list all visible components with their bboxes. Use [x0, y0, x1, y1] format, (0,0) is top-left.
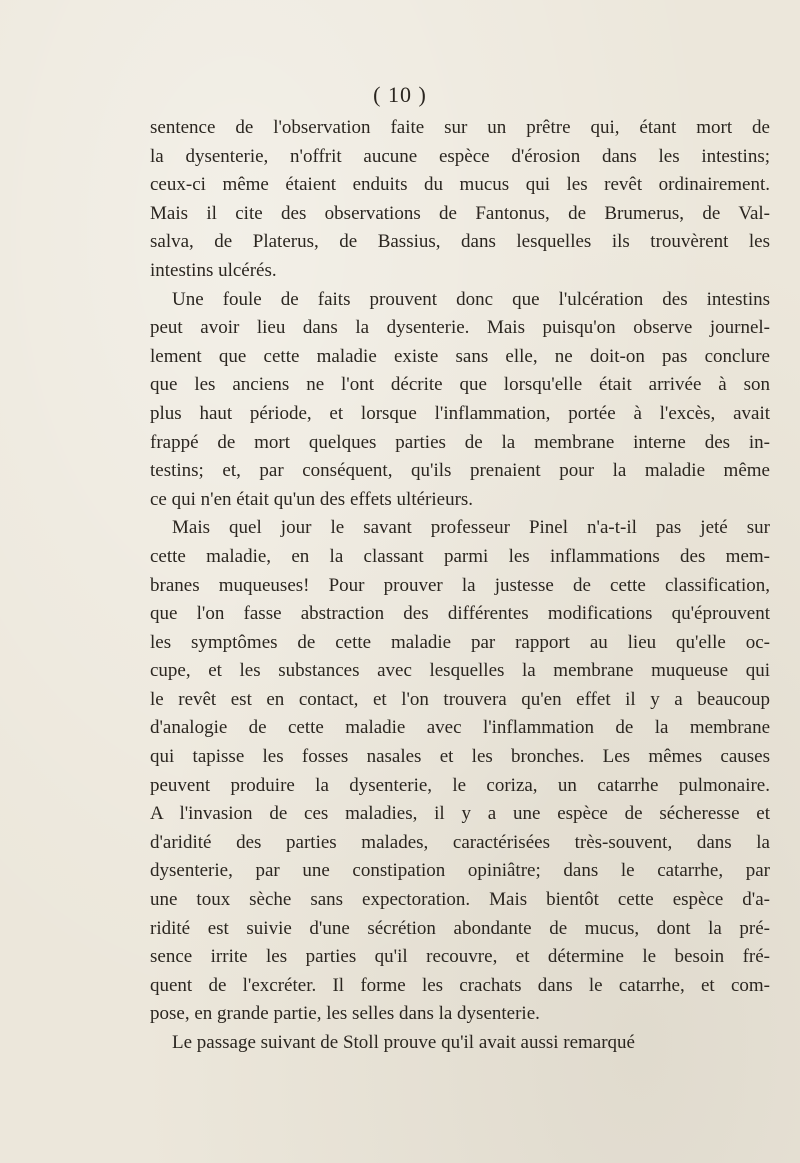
text-line: plus haut période, et lorsque l'inflammation, portée à l'excès, avait: [150, 402, 770, 424]
text-line: sentence de l'observation faite sur un prêtre qui, étant mort de: [150, 117, 770, 138]
text-line: cupe, et les substances avec lesquelles la membrane muqueuse qui: [150, 660, 770, 682]
text-line: la dysenterie, n'offrit aucune espèce d'érosion dans les intestins;: [150, 145, 770, 167]
text-line: ceux-ci même étaient enduits du mucus qui les revêt ordinairement.: [150, 174, 770, 196]
text-line: ridité est suivie d'une sécrétion abondante de mucus, dont la pré-: [150, 917, 770, 939]
text-line: sence irrite les parties qu'il recouvre, et détermine le besoin fré-: [150, 946, 770, 968]
text-line: Une foule de faits prouvent donc que l'ulcération des intestins: [172, 288, 770, 310]
text-line: Le passage suivant de Stoll prouve qu'il avait aussi remarqué: [172, 1032, 635, 1053]
text-line: une toux sèche sans expectoration. Mais bientôt cette espèce d'a-: [150, 889, 770, 911]
text-line: lement que cette maladie existe sans elle, ne doit-on pas conclure: [150, 345, 770, 367]
text-line: pose, en grande partie, les selles dans la dysenterie.: [150, 1003, 540, 1025]
text-line: les symptômes de cette maladie par rapport au lieu qu'elle oc-: [150, 631, 770, 653]
text-line: frappé de mort quelques parties de la membrane interne des in-: [150, 431, 770, 453]
text-line: dysenterie, par une constipation opiniâtre; dans le catarrhe, par: [150, 860, 770, 882]
text-line: que les anciens ne l'ont décrite que lorsqu'elle était arrivée à son: [150, 374, 770, 396]
text-line: Mais il cite des observations de Fantonus, de Brumerus, de Val-: [150, 202, 770, 224]
text-line: d'analogie de cette maladie avec l'inflammation de la membrane: [150, 717, 770, 739]
text-line: que l'on fasse abstraction des différentes modifications qu'éprouvent: [150, 603, 770, 625]
text-line: salva, de Platerus, de Bassius, dans lesquelles ils trouvèrent les: [150, 231, 770, 253]
text-line: ce qui n'en était qu'un des effets ultérieurs.: [150, 488, 474, 510]
text-line: d'aridité des parties malades, caractérisées très-souvent, dans la: [150, 831, 770, 853]
text-line: cette maladie, en la classant parmi les inflammations des mem-: [150, 545, 770, 567]
body-text: [150, 114, 770, 1058]
text-line: peut avoir lieu dans la dysenterie. Mais puisqu'on observe journel-: [150, 317, 770, 339]
text-line: Mais quel jour le savant professeur Pinel n'a-t-il pas jeté sur: [172, 517, 770, 539]
text-line: peuvent produire la dysenterie, le coriza, un catarrhe pulmonaire.: [150, 774, 770, 796]
text-line: quent de l'excréter. Il forme les crachats dans le catarrhe, et com-: [150, 974, 770, 996]
text-line: branes muqueuses! Pour prouver la justesse de cette classification,: [150, 574, 770, 596]
text-line: intestins ulcérés.: [150, 259, 277, 281]
text-line: testins; et, par conséquent, qu'ils prenaient pour la maladie même: [150, 460, 770, 482]
page-number: ( 10 ): [373, 82, 427, 107]
text-line: le revêt est en contact, et l'on trouvera qu'en effet il y a beaucoup: [150, 688, 770, 710]
text-line: A l'invasion de ces maladies, il y a une espèce de sécheresse et: [150, 803, 770, 825]
text-line: qui tapisse les fosses nasales et les bronches. Les mêmes causes: [150, 746, 770, 768]
